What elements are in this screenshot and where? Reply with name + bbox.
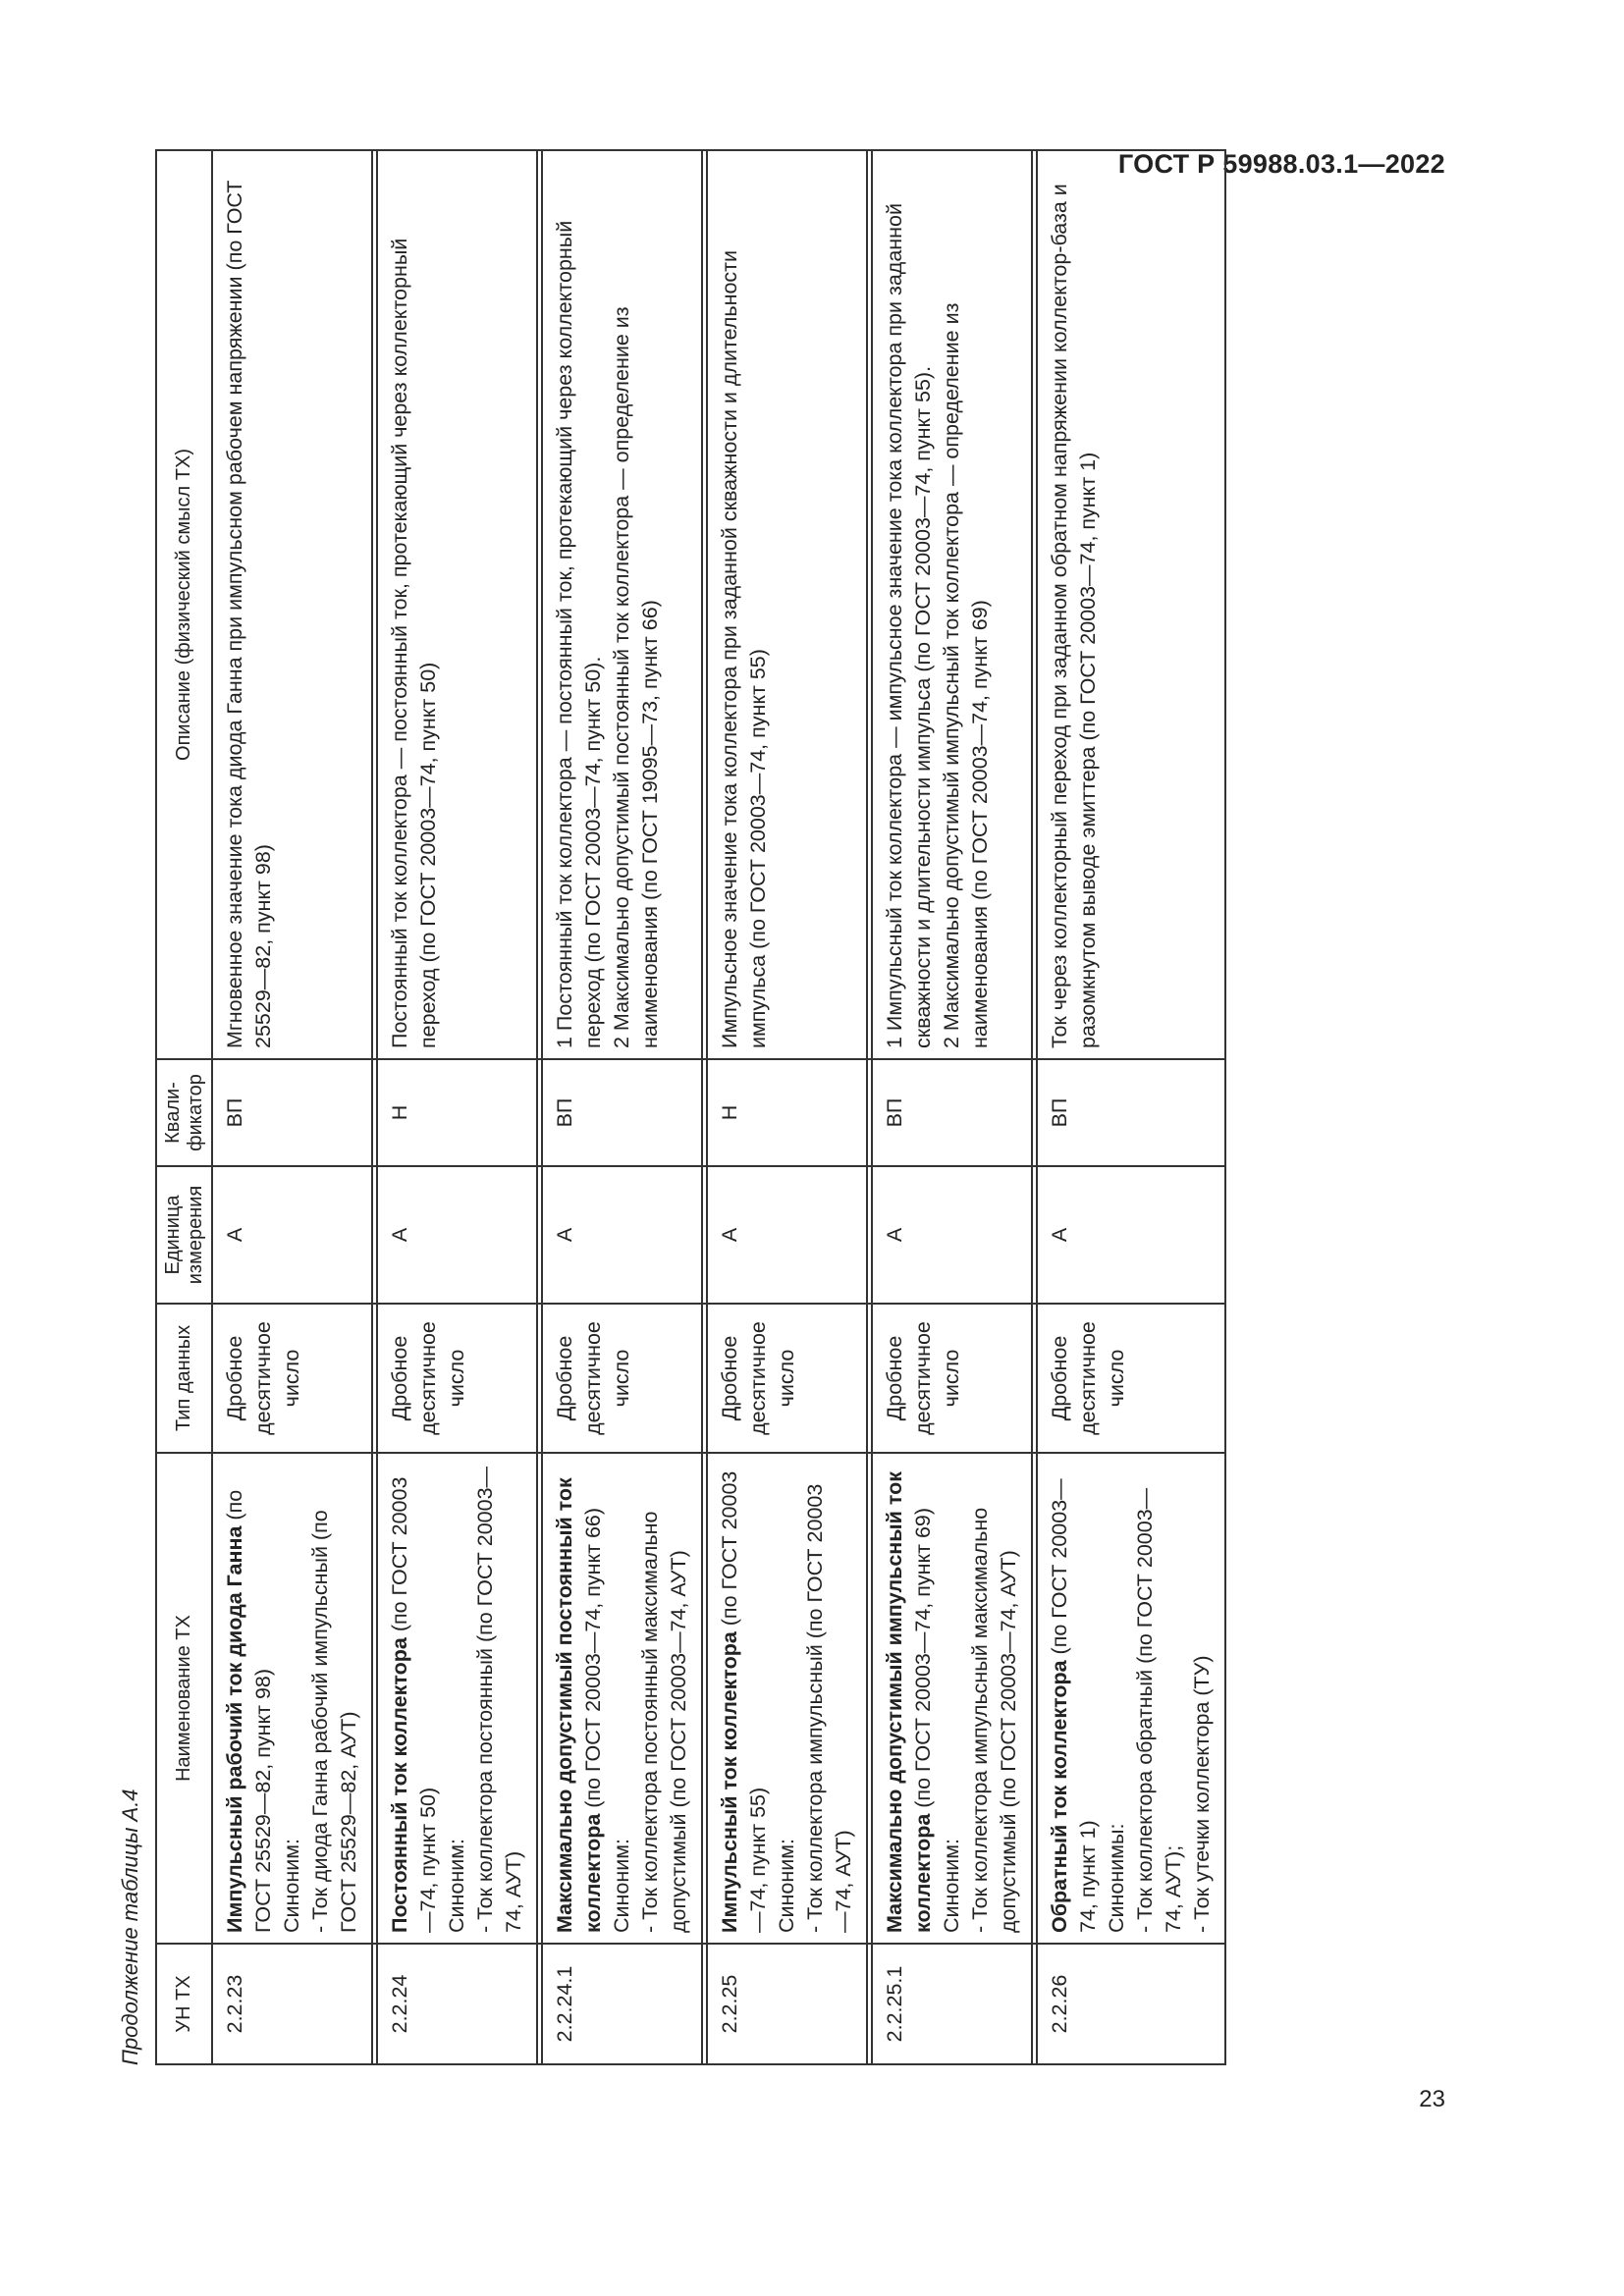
- row-unit: А: [542, 1166, 702, 1304]
- row-description-paragraph: Мгновенное значение тока диода Ганна при импульсном рабочем напряжении (по ГОСТ 25529—82, пункт 98): [223, 180, 276, 1048]
- row-description: [542, 150, 702, 1059]
- row-qualifier: Н: [707, 1059, 867, 1166]
- row-data-type: Дробное десятичное число: [707, 1304, 867, 1453]
- row-id: 2.2.24.1: [542, 1944, 702, 2064]
- row-synonyms-label: Синоним:: [775, 1838, 799, 1933]
- row-name-term: Обратный ток коллектора: [1048, 1660, 1072, 1933]
- table-row: [1037, 150, 1225, 2064]
- row-name-source: (по ГОСТ 20003—74, пункт 50): [388, 1476, 441, 1933]
- row-synonym: - Ток коллектора обратный (по ГОСТ 20003—74, АУТ);: [1133, 1487, 1186, 1933]
- row-synonyms-label: Синонимы:: [1105, 1823, 1129, 1933]
- row-data-type: Дробное десятичное число: [212, 1304, 372, 1453]
- row-name: [377, 1453, 537, 1944]
- row-name-source: (по ГОСТ 20003—74, пункт 69): [911, 1507, 936, 1814]
- row-name: [542, 1453, 702, 1944]
- row-name-term: Импульсный ток коллектора: [718, 1631, 742, 1933]
- column-header-type: Тип данных: [156, 1304, 212, 1453]
- row-qualifier: Н: [377, 1059, 537, 1166]
- row-data-type: Дробное десятичное число: [377, 1304, 537, 1453]
- column-header-id: УН ТХ: [156, 1944, 212, 2064]
- row-synonym: - Ток утечки коллектора (ТУ): [1190, 1655, 1215, 1933]
- table-caption: Продолжение таблицы А.4: [118, 1789, 142, 2065]
- row-id: 2.2.23: [212, 1944, 372, 2064]
- row-name-term: Постоянный ток коллектора: [388, 1637, 412, 1933]
- row-description: [212, 150, 372, 1059]
- column-header-name: Наименование ТХ: [156, 1453, 212, 1944]
- row-name: [707, 1453, 867, 1944]
- row-name-source: (по ГОСТ 20003—74, пункт 1): [1048, 1478, 1101, 1933]
- row-description-paragraph: Ток через коллекторный переход при заданном обратном напряжении коллектор-база и разомкнутом выводе эмиттера (по ГОСТ 20003—74, пункт 1): [1048, 184, 1101, 1048]
- row-unit: А: [707, 1166, 867, 1304]
- row-synonym: - Ток коллектора импульсный максимально допустимый (по ГОСТ 20003—74, АУТ): [968, 1507, 1021, 1933]
- row-data-type: Дробное десятичное число: [872, 1304, 1032, 1453]
- row-description-paragraph: 1 Постоянный ток коллектора — постоянный ток, протекающий через коллекторный переход (по ГОСТ 20003—74, пункт 50).: [553, 220, 606, 1048]
- row-name-term: Максимально допустимый импульсный ток коллектора: [883, 1471, 936, 1933]
- row-name-source: (по ГОСТ 25529—82, пункт 98): [223, 1489, 276, 1933]
- column-header-description: Описание (физический смысл ТХ): [156, 150, 212, 1059]
- row-qualifier: ВП: [872, 1059, 1032, 1166]
- table-row: [542, 150, 702, 2064]
- row-qualifier: ВП: [1037, 1059, 1225, 1166]
- row-id: 2.2.25: [707, 1944, 867, 2064]
- row-name-source: (по ГОСТ 20003—74, пункт 55): [718, 1470, 771, 1933]
- row-description-paragraph: Импульсное значение тока коллектора при заданной скважности и длительности импульса (по ГОСТ 20003—74, пункт 55): [718, 249, 771, 1048]
- row-data-type: Дробное десятичное число: [542, 1304, 702, 1453]
- row-synonyms-label: Синоним:: [610, 1838, 634, 1933]
- row-name-source: (по ГОСТ 20003—74, пункт 66): [581, 1507, 606, 1814]
- row-synonyms-label: Синоним:: [280, 1838, 304, 1933]
- characteristics-table: [155, 149, 1226, 2065]
- row-description-paragraph: 2 Максимально допустимый импульсный ток коллектора — определение из наименования (по ГОСТ 20003—74, пункт 69): [940, 302, 993, 1048]
- row-id: 2.2.25.1: [872, 1944, 1032, 2064]
- row-unit: А: [1037, 1166, 1225, 1304]
- row-description-paragraph: 1 Импульсный ток коллектора — импульсное значение тока коллектора при заданной скважности и длительности импульса (по ГОСТ 20003—74, пункт 55).: [883, 202, 936, 1048]
- row-synonym: - Ток коллектора импульсный (по ГОСТ 20003—74, АУТ): [803, 1483, 856, 1933]
- column-header-qualifier: Квали-фикатор: [156, 1059, 212, 1166]
- row-synonym: - Ток коллектора постоянный (по ГОСТ 20003—74, АУТ): [473, 1466, 526, 1933]
- row-synonym: - Ток коллектора постоянный максимально допустимый (по ГОСТ 20003—74, АУТ): [638, 1511, 691, 1933]
- table-row: [377, 150, 537, 2064]
- row-unit: А: [872, 1166, 1032, 1304]
- rotated-table-block: [110, 151, 1263, 2065]
- row-unit: А: [212, 1166, 372, 1304]
- row-name: [872, 1453, 1032, 1944]
- document-standard-number: ГОСТ Р 59988.03.1—2022: [1117, 149, 1445, 179]
- column-header-unit: Единица измерения: [156, 1166, 212, 1304]
- row-id: 2.2.24: [377, 1944, 537, 2064]
- row-qualifier: ВП: [212, 1059, 372, 1166]
- row-name: [212, 1453, 372, 1944]
- row-id: 2.2.26: [1037, 1944, 1225, 2064]
- row-name-term: Импульсный рабочий ток диода Ганна: [223, 1525, 246, 1933]
- row-qualifier: ВП: [542, 1059, 702, 1166]
- row-description: [707, 150, 867, 1059]
- row-data-type: Дробное десятичное число: [1037, 1304, 1225, 1453]
- table-row: [707, 150, 867, 2064]
- row-description: [872, 150, 1032, 1059]
- row-description: [377, 150, 537, 1059]
- page-number: 23: [1419, 2086, 1445, 2112]
- row-description: [1037, 150, 1225, 1059]
- table-row: [212, 150, 372, 2064]
- table-row: [872, 150, 1032, 2064]
- row-synonyms-label: Синоним:: [940, 1838, 964, 1933]
- row-name: [1037, 1453, 1225, 1944]
- row-name-term: Максимально допустимый постоянный ток коллектора: [553, 1477, 606, 1933]
- row-description-paragraph: Постоянный ток коллектора — постоянный ток, протекающий через коллекторный переход (по ГОСТ 20003—74, пункт 50): [388, 238, 441, 1048]
- row-unit: А: [377, 1166, 537, 1304]
- row-description-paragraph: 2 Максимально допустимый постоянный ток коллектора — определение из наименования (по ГОСТ 19095—73, пункт 66): [610, 306, 663, 1048]
- row-synonym: - Ток диода Ганна рабочий импульсный (по ГОСТ 25529—82, АУТ): [308, 1510, 361, 1933]
- table-header-row: [156, 150, 212, 2064]
- row-synonyms-label: Синоним:: [445, 1838, 469, 1933]
